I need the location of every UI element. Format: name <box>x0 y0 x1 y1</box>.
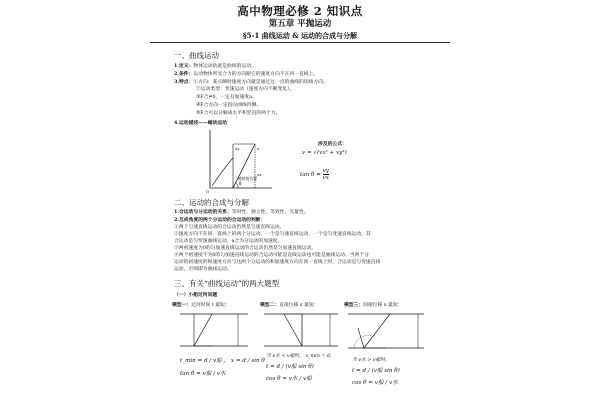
item-point: ①方向：某点瞬时速度方向就是通过这一点的曲线的切线方向。 <box>193 80 328 85</box>
part1-item2 <box>174 71 318 79</box>
label-theta: θ <box>239 181 242 186</box>
formula-denominator: vx <box>322 175 329 181</box>
item-text: 等时性、独立性、等效性、矢量性。 <box>231 210 309 215</box>
model1-formula1: t_min = d / v船 ， x = d / sin θ <box>180 358 265 364</box>
model3-formula2: cos θ = v船 / v水 <box>352 380 398 386</box>
part2-line: 运动，否则即为曲线运动。 <box>174 267 232 272</box>
model2-formula2: cos θ = v水 / v船 <box>266 376 312 382</box>
part2-line: ①两个匀速直线运动的合运动仍然是匀速直线运动。 <box>174 225 285 230</box>
part2-item2: 2.互成角度的两个分运动的合运动的判断： <box>174 217 266 223</box>
wax-block-diagram <box>200 128 275 194</box>
part1-point: ②运动类型：变速运动（速度方向不断变化）。 <box>196 87 295 92</box>
part2-line: ③两初速度为0的匀加速直线运动的合运动仍然是匀加速直线运动。 <box>174 246 317 251</box>
model-desc: 过河时间 t 最短： <box>191 303 230 308</box>
part3-subheading: （一）小船过河问题 <box>174 292 218 298</box>
trajectory-curve <box>212 158 233 186</box>
model2-formula1: t = d / (v船 sin θ) <box>266 364 314 370</box>
model-label: 模型二： <box>260 302 280 308</box>
model2-title <box>260 302 319 310</box>
part2-line: 合运动是匀变速曲线运动，a合为分运动的加速度。 <box>174 239 283 244</box>
item-label: 3.特点： <box>174 79 194 85</box>
model1-formula2: tan θ = v船 / v水 <box>180 371 226 377</box>
formula-lhs: v = <box>302 150 312 156</box>
item-label: 1.合运动与分运动的关系： <box>174 209 232 215</box>
document-title: 高中物理必修 2 知识点 <box>237 4 363 18</box>
model3-diagram <box>346 310 426 354</box>
formula-title: 涉及的公式： <box>318 141 347 147</box>
label-wax-position: 蜡块的位置 <box>238 176 257 181</box>
formula-lhs: tan θ = <box>300 172 321 178</box>
formula-tan <box>300 168 329 181</box>
item-text: 物体运动轨迹是曲线的运动。 <box>193 64 256 69</box>
label-vy: vy <box>235 146 240 151</box>
part1-point: ③F合≠0，一定有加速度a。 <box>196 95 257 100</box>
part1-heading: 一、曲线运动 <box>174 51 219 60</box>
model-desc: 直接位移 x 最短： <box>279 303 319 308</box>
model1-diagram <box>178 310 250 352</box>
velocity-circle-arc <box>354 335 372 348</box>
model-desc: 间接位移 x 最短： <box>363 303 403 308</box>
model-label: 模型三： <box>344 302 364 308</box>
model-label: 模型一： <box>172 302 192 308</box>
label-origin: O <box>206 189 209 194</box>
formula-speed <box>302 150 347 156</box>
part1-item1 <box>174 63 256 71</box>
item-text: 运动物体所受合力的方向跟它的速度方向不在同一直线上。 <box>193 72 319 77</box>
model3-title <box>344 302 403 310</box>
item-label: 1.定义： <box>174 63 194 69</box>
part1-item3 <box>174 79 328 87</box>
model2-note: 当 v水 < v船时， x_min = d， <box>266 354 335 359</box>
section-title: §5-1 曲线运动 & 运动的合成与分解 <box>243 31 357 40</box>
part2-line: 运动的初速度的和速度方向与这两个分运动的和加速度方向在同一直线上时，合运动是匀变速直线 <box>174 260 381 265</box>
label-v: v <box>257 146 260 151</box>
angle-arc <box>236 183 238 188</box>
part3-heading: 三、有关“曲线运动”的两大题型 <box>174 279 280 288</box>
part2-line: ②速度方向不在同一直线上的两个分运动，一个是匀速直线运动，一个是匀变速直线运动，其 <box>174 232 371 237</box>
model3-note: 当 v水 > v船时， <box>352 358 390 363</box>
part1-item4: 4.运动描述——蜡块运动 <box>174 120 227 126</box>
resultant-velocity <box>194 314 212 346</box>
part1-point: ④F合方向一定指向曲线凹侧。 <box>196 103 262 108</box>
part2-heading: 二、运动的合成与分解 <box>174 198 249 207</box>
formula-rhs: √(vx² + vy²) <box>313 150 347 156</box>
chapter-title: 第五章 平抛运动 <box>268 19 332 29</box>
boat-velocity <box>358 328 364 348</box>
part1-point: ⑤F合可以分解成水平和竖直的两个力。 <box>196 111 281 116</box>
boat-velocity <box>284 314 302 346</box>
resultant-velocity <box>364 314 390 348</box>
model3-formula1: t = d / (v船 sin θ) <box>352 368 400 374</box>
model1-title <box>172 302 230 310</box>
label-vx: vx <box>257 172 262 177</box>
part2-line: ④两个初速度不为0的匀加速直线运动的合运动可能是直线运动也可能是曲线运动。当两个分 <box>174 253 369 258</box>
part2-item1 <box>174 209 309 217</box>
model2-diagram <box>262 310 340 352</box>
formula-numerator: vy <box>322 168 329 174</box>
item-label: 2.条件： <box>174 71 194 77</box>
section-underline <box>150 42 450 43</box>
